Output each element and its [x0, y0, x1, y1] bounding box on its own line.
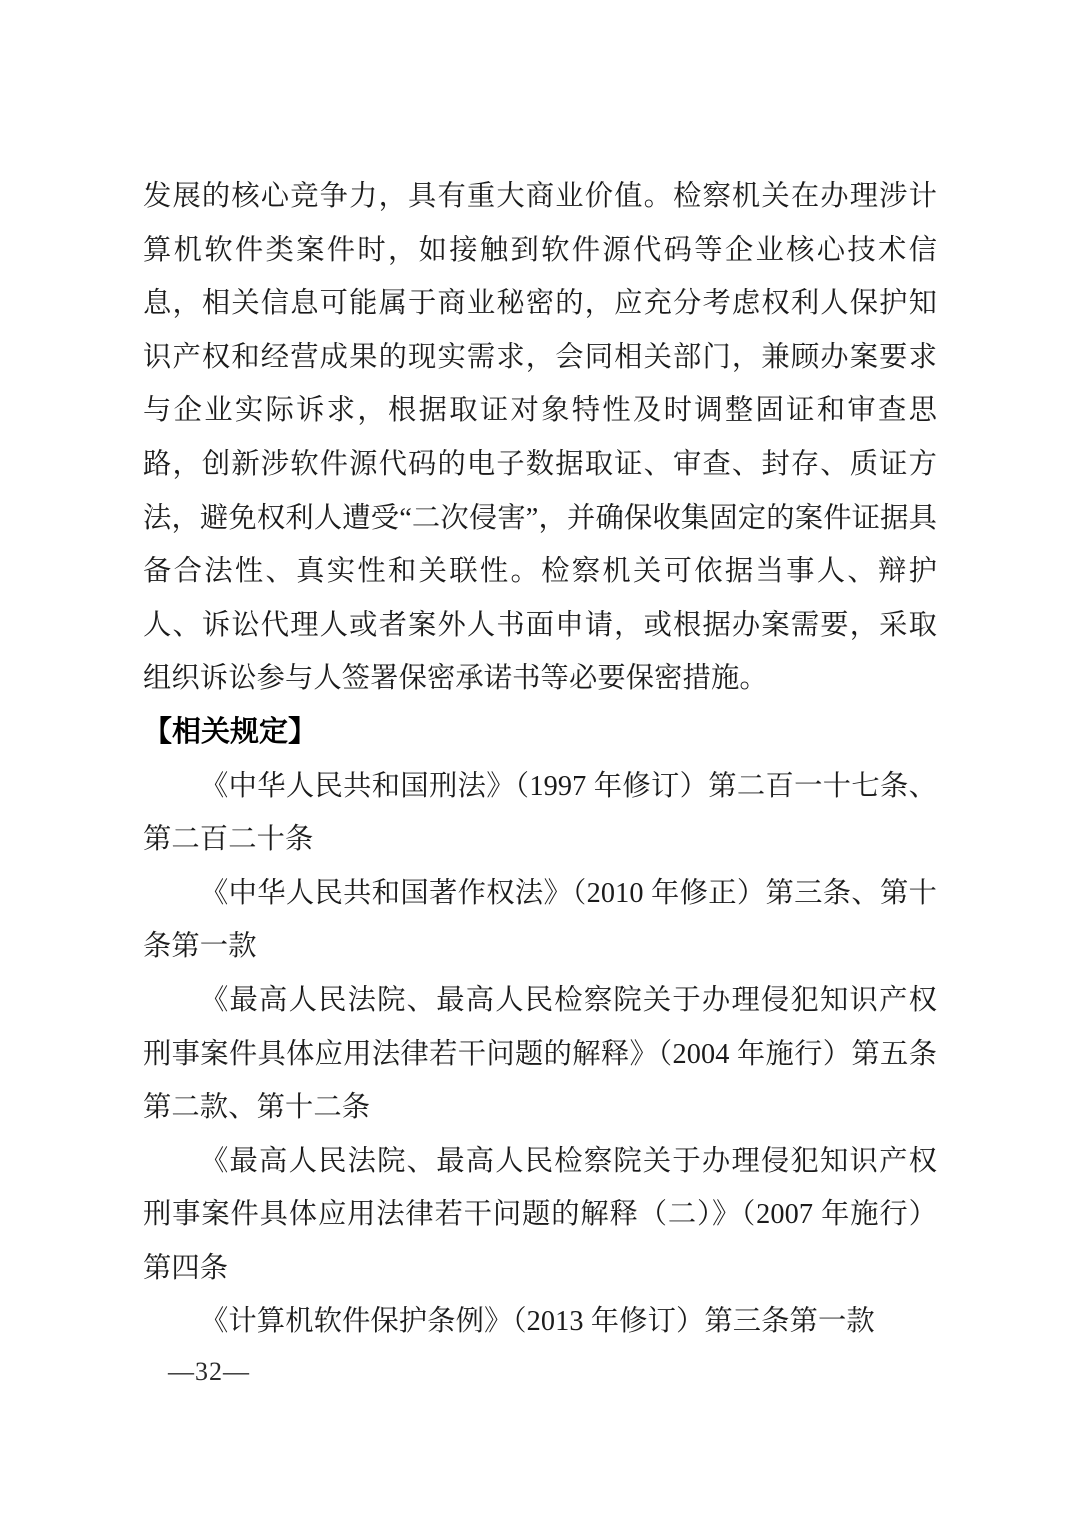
- regulation-item-interpretation-2004: 《最高人民法院、最高人民检察院关于办理侵犯知识产权刑事案件具体应用法律若干问题的解释》（2004 年施行）第五条第二款、第十二条: [143, 984, 937, 1124]
- regulation-item-interpretation-2007: 《最高人民法院、最高人民检察院关于办理侵犯知识产权刑事案件具体应用法律若干问题的解释（二）》（2007 年施行）第四条: [143, 1145, 937, 1284]
- section-heading-related-regulations: 【相关规定】: [143, 715, 318, 748]
- regulation-item-software-protection: 《计算机软件保护条例》（2013 年修订）第三条第一款: [200, 1306, 875, 1338]
- page-number: —32—: [168, 1357, 250, 1386]
- text-column: [143, 170, 937, 1349]
- regulation-item-criminal-law: 《中华人民共和国刑法》（1997 年修订）第二百一十七条、第二百二十条: [143, 770, 937, 856]
- paragraph-continuation: 发展的核心竞争力，具有重大商业价值。检察机关在办理涉计算机软件类案件时，如接触到软件源代码等企业核心技术信息，相关信息可能属于商业秘密的，应充分考虑权利人保护知识产权和经营成果的现实需求，会同相关部门，兼顾办案要求与企业实际诉求，根据取证对象特性及时调整固证和审查思路，创新涉软件源代码的电子数据取证、审查、封存、质证方法，避免权利人遭受“二次侵害”，并确保收集固定的案件证据具备合法性、真实性和关联性。检察机关可依据当事人、辩护人、诉讼代理人或者案外人书面申请，或根据办案需要，采取组织诉讼参与人签署保密承诺书等必要保密措施。: [143, 181, 937, 695]
- regulation-item-copyright-law: 《中华人民共和国著作权法》（2010 年修正）第三条、第十条第一款: [143, 877, 937, 963]
